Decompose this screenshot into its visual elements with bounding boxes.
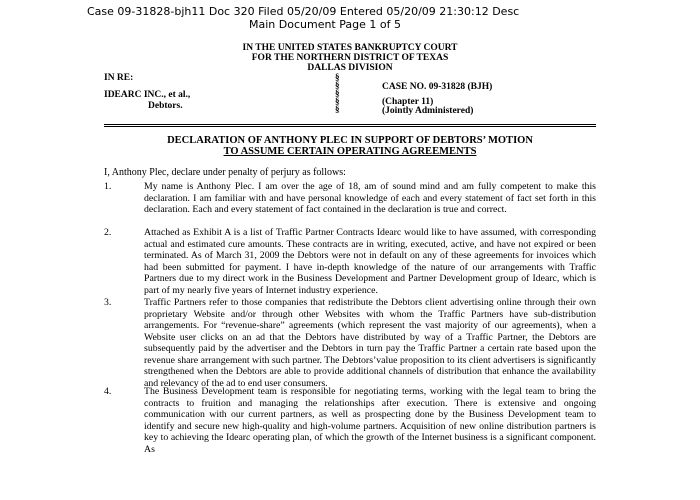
- title-line-1: DECLARATION OF ANTHONY PLEC IN SUPPORT OF DEBTORS’ MOTION: [167, 135, 533, 146]
- chapter-label: (Chapter 11): [382, 97, 434, 107]
- paragraph-number: 2.: [104, 227, 112, 238]
- caption-rule-top: [104, 124, 596, 125]
- debtors-label: Debtors.: [148, 101, 183, 111]
- joint-administration-label: (Jointly Administered): [382, 106, 474, 116]
- court-name: [0, 43, 700, 73]
- paragraph-number: 3.: [104, 297, 112, 308]
- section-mark: §: [335, 88, 340, 98]
- section-symbols: [335, 73, 347, 113]
- docket-header-line-2: Main Document Page 1 of 5: [249, 18, 401, 31]
- court-line-1: IN THE UNITED STATES BANKRUPTCY COURT: [242, 43, 458, 53]
- document-title: [0, 135, 700, 157]
- paragraph-text: Traffic Partners refer to those companies that redistribute the Debtors client advertising online through their own proprietary Website and/or through other Websites with whom the Traffic Partners have sub-distribution arrangements. For “revenue-share” agreements (which represent the vast majority of our agreements), when a Website user clicks on an ad that the Debtors have distributed by way of a Traffic Partner, the Debtors are subsequently paid by the advertiser and the Debtors in turn pay the Traffic Partner a certain rate based upon the revenue share arrangement with such partner. The Debtors’value proposition to its client advertisers is significantly strengthened when the Debtors are able to provide additional channels of distribution that enhance the availability and relevancy of the ad to end user consumers.: [144, 297, 596, 389]
- debtor-name: IDEARC INC., et al.,: [104, 90, 191, 100]
- in-re-label: IN RE:: [104, 73, 134, 83]
- paragraph-text: Attached as Exhibit A is a list of Traffic Partner Contracts Idearc would like to have assumed, with corresponding actual and estimated cure amounts. These contracts are in writing, executed, active, and have not expired or been terminated. As of March 31, 2009 the Debtors were not in default on any of these agreements for invoices which had been submitted for payment. I have in-depth knowledge of the nature of our arrangements with Traffic Partners due to my direct work in the Business Development and Partner Development group of Idearc, which is part of my nearly five years of Internet industry experience.: [144, 227, 596, 296]
- docket-header-line-1: Case 09-31828-bjh11 Doc 320 Filed 05/20/09 Entered 05/20/09 21:30:12 Desc: [87, 5, 520, 18]
- case-caption: [104, 72, 604, 116]
- case-number: CASE NO. 09-31828 (BJH): [382, 82, 493, 92]
- paragraph-number: 4.: [104, 386, 112, 397]
- intro-statement: I, Anthony Plec, declare under penalty of perjury as follows:: [104, 167, 346, 178]
- title-line-2: TO ASSUME CERTAIN OPERATING AGREEMENTS: [223, 146, 477, 157]
- section-mark: §: [335, 96, 340, 106]
- paragraph-text: The Business Development team is responsible for negotiating terms, working with the legal team to bring the contracts to fruition and managing the relationships after execution. There is extensive and ongoing communication with our current partners, as well as prospecting done by the Business Development team to identify and secure new high-quality and high-volume partners. Acquisition of new online distribution partners is key to achieving the Idearc operating plan, of which the growth of the Internet business is a significant component. As: [144, 386, 596, 455]
- caption-rule-bottom: [104, 126, 596, 127]
- court-line-3: DALLAS DIVISION: [307, 63, 393, 73]
- section-mark: §: [335, 80, 340, 90]
- section-mark: §: [335, 72, 340, 82]
- paragraph-number: 1.: [104, 181, 112, 192]
- paragraph-text: My name is Anthony Plec. I am over the age of 18, am of sound mind and am fully competent to make this declaration. I am familiar with and have personal knowledge of each and every statement of fact set forth in this declaration. Each and every statement of fact contained in the declaration is true and correct.: [144, 181, 596, 215]
- section-mark: §: [335, 104, 340, 114]
- court-line-2: FOR THE NORTHERN DISTRICT OF TEXAS: [251, 53, 449, 63]
